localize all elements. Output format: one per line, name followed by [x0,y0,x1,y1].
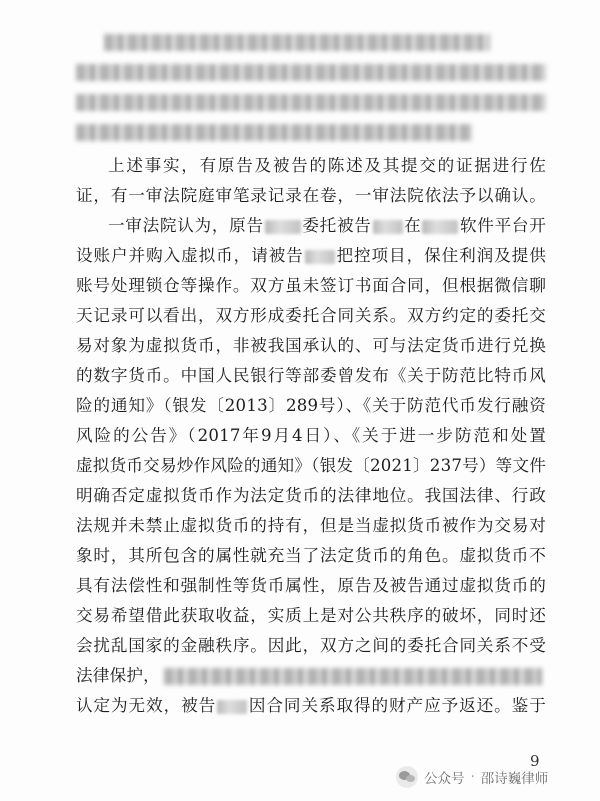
p2-l1-a: 一审法院认为，原告 [108,216,264,235]
wechat-official-account-icon [396,766,418,788]
redacted-line-3 [76,94,546,111]
paragraph-1-line-1: 上述事实，有原告及被告的陈述及其提交的证据进行佐 [108,156,546,175]
p2-l17-b: 因合同关系取得的财产应予返还。鉴于 [248,696,546,715]
p2-l2-a: 设账户并购入虚拟币，请被告 [76,246,304,265]
paragraph-1-line-2: 证，有一审法院庭审笔录记录在卷，一审法院依法予以确认。 [76,186,546,205]
p2-l17-a: 认定为无效，被告 [76,696,217,715]
redacted-name-defendant-3 [217,700,247,714]
paragraph-2-line-14: 交易希望借此获取收益，实质上是对公共秩序的破坏，同时还 [76,606,546,625]
redacted-platform-name [422,220,458,234]
paragraph-2-line-16 [76,666,160,686]
page-number: 9 [530,752,540,770]
redacted-line-1 [104,34,490,51]
paragraph-2-line-11: 法规并未禁止虚拟货币的持有，但是当虚拟货币被作为交易对 [76,516,546,535]
redacted-name-plaintiff [265,220,301,234]
paragraph-2-line-4: 天记录可以看出，双方形成委托合同关系。双方约定的委托交 [76,306,546,325]
wechat-watermark [396,766,548,788]
paragraph-2-line-6: 的数字货币。中国人民银行等部委曾发布《关于防范比特币风 [76,366,546,385]
p2-l16-a: 法律保护， [76,666,160,685]
watermark-source: 公众号 [424,771,465,787]
p2-l1-d: 软件平台开 [459,216,546,235]
paragraph-2-line-1 [108,216,546,236]
paragraph-2-line-3: 账号处理锁仓等操作。双方虽未签订书面合同，但根据微信聊 [76,276,546,295]
watermark-author: 邵诗巍律师 [480,771,549,787]
p2-l1-c: 在 [403,216,422,235]
redacted-inline-segment [164,668,542,685]
paragraph-2-line-8: 风险的公告》（2017年9月4日）、《关于进一步防范和处置 [76,426,546,445]
paragraph-2-line-7: 险的通知》（银发〔2013〕289号）、《关于防范代币发行融资 [76,396,546,415]
watermark-separator: · [470,769,475,785]
redacted-line-2 [76,64,546,81]
paragraph-2-line-15: 会扰乱国家的金融秩序。因此，双方之间的委托合同关系不受 [76,636,546,655]
p2-l2-b: 把控项目，保住利润及提供 [335,246,546,265]
paragraph-2-line-9: 虚拟货币交易炒作风险的通知》（银发〔2021〕237号）等文件 [76,456,547,475]
redacted-name-defendant [373,220,403,234]
paragraph-2-line-5: 易对象为虚拟货币，非被我国承认的、可与法定货币进行兑换 [76,336,546,355]
paragraph-2-line-2 [76,246,546,266]
paragraph-2-line-13: 具有法偿性和强制性等货币属性，原告及被告通过虚拟货币的 [76,576,546,595]
paragraph-2-line-10: 明确否定虚拟货币作为法定货币的法律地位。我国法律、行政 [76,486,546,505]
redacted-line-4 [76,124,472,141]
p2-l1-b: 委托被告 [301,216,372,235]
paragraph-2-line-12: 象时，其所包含的属性就充当了法定货币的角色。虚拟货币不 [76,546,546,565]
redacted-name-defendant-2 [305,250,335,264]
paragraph-2-line-17 [76,696,546,716]
